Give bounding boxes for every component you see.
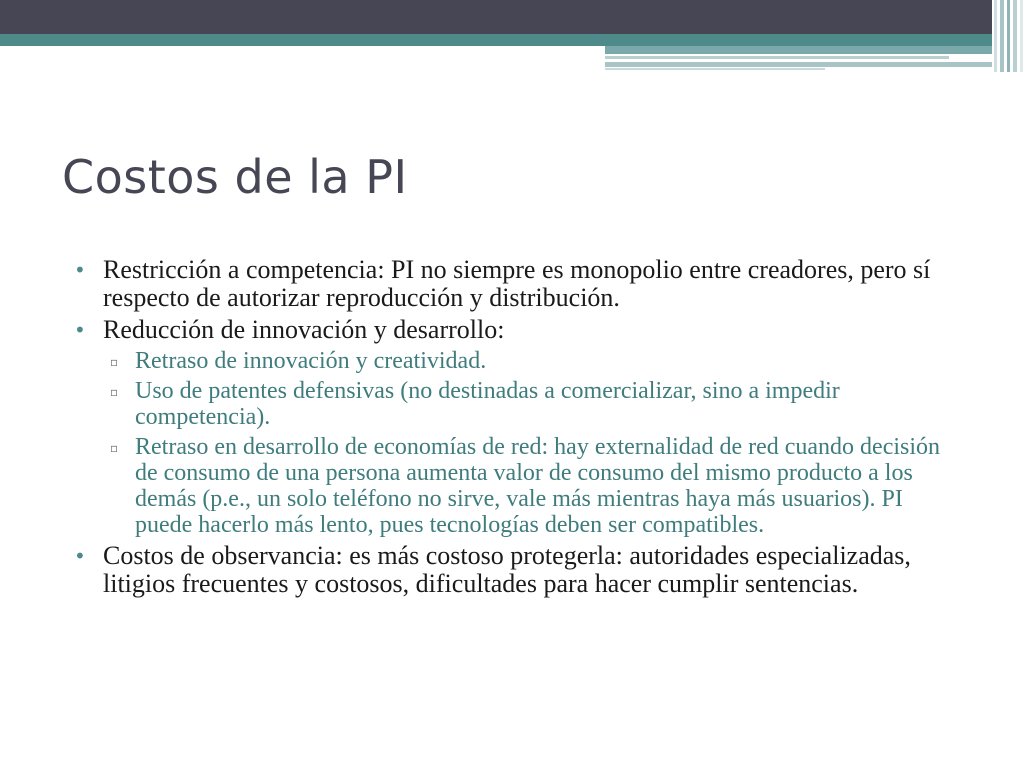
header-vertical-stripes — [992, 0, 1024, 72]
bullet-text: Restricción a competencia: PI no siempre es monopolio entre creadores, pero sí respecto de autorizar reproducción y distribución. — [103, 255, 931, 312]
subbullet-text: Retraso en desarrollo de economías de red: hay externalidad de red cuando decisión de consumo de una persona aumenta valor de consumo del mismo producto a los demás (p.e., un solo teléfono no sirve, vale más mientras haya más usuarios). PI puede hacerlo más lento, pues tecnologías deben ser compatibles. — [135, 434, 941, 538]
subbullet-item — [74, 434, 954, 538]
subbullet-text: Uso de patentes defensivas (no destinadas a comercializar, sino a impedir competencia). — [135, 378, 840, 430]
bullet-dot-icon: • — [74, 544, 86, 568]
subbullet-item — [74, 348, 954, 374]
header-teal-strip — [605, 46, 1000, 54]
header-dark-bar — [0, 0, 1024, 34]
header-white-band — [0, 46, 605, 52]
square-bullet-icon: ▫ — [110, 441, 119, 455]
bullet-item — [74, 316, 954, 344]
bullet-dot-icon: • — [74, 318, 86, 342]
header-accent-line — [605, 68, 825, 70]
bullet-text: Costos de observancia: es más costoso protegerla: autoridades especializadas, litigios frecuentes y costosos, dificultades para hacer cumplir sentencias. — [103, 541, 911, 598]
subbullet-item — [74, 378, 954, 430]
bullet-dot-icon: • — [74, 258, 86, 282]
bullet-text: Reducción de innovación y desarrollo: — [103, 315, 505, 344]
slide-body — [74, 256, 954, 602]
bullet-item — [74, 256, 954, 312]
header-teal-bar — [0, 34, 1000, 46]
header-accent-line — [605, 62, 1000, 67]
subbullet-text: Retraso de innovación y creatividad. — [135, 348, 487, 374]
slide-title: Costos de la PI — [62, 150, 408, 204]
header-accent-line — [605, 56, 949, 59]
square-bullet-icon: ▫ — [110, 385, 119, 399]
square-bullet-icon: ▫ — [110, 355, 119, 369]
bullet-item — [74, 542, 954, 598]
